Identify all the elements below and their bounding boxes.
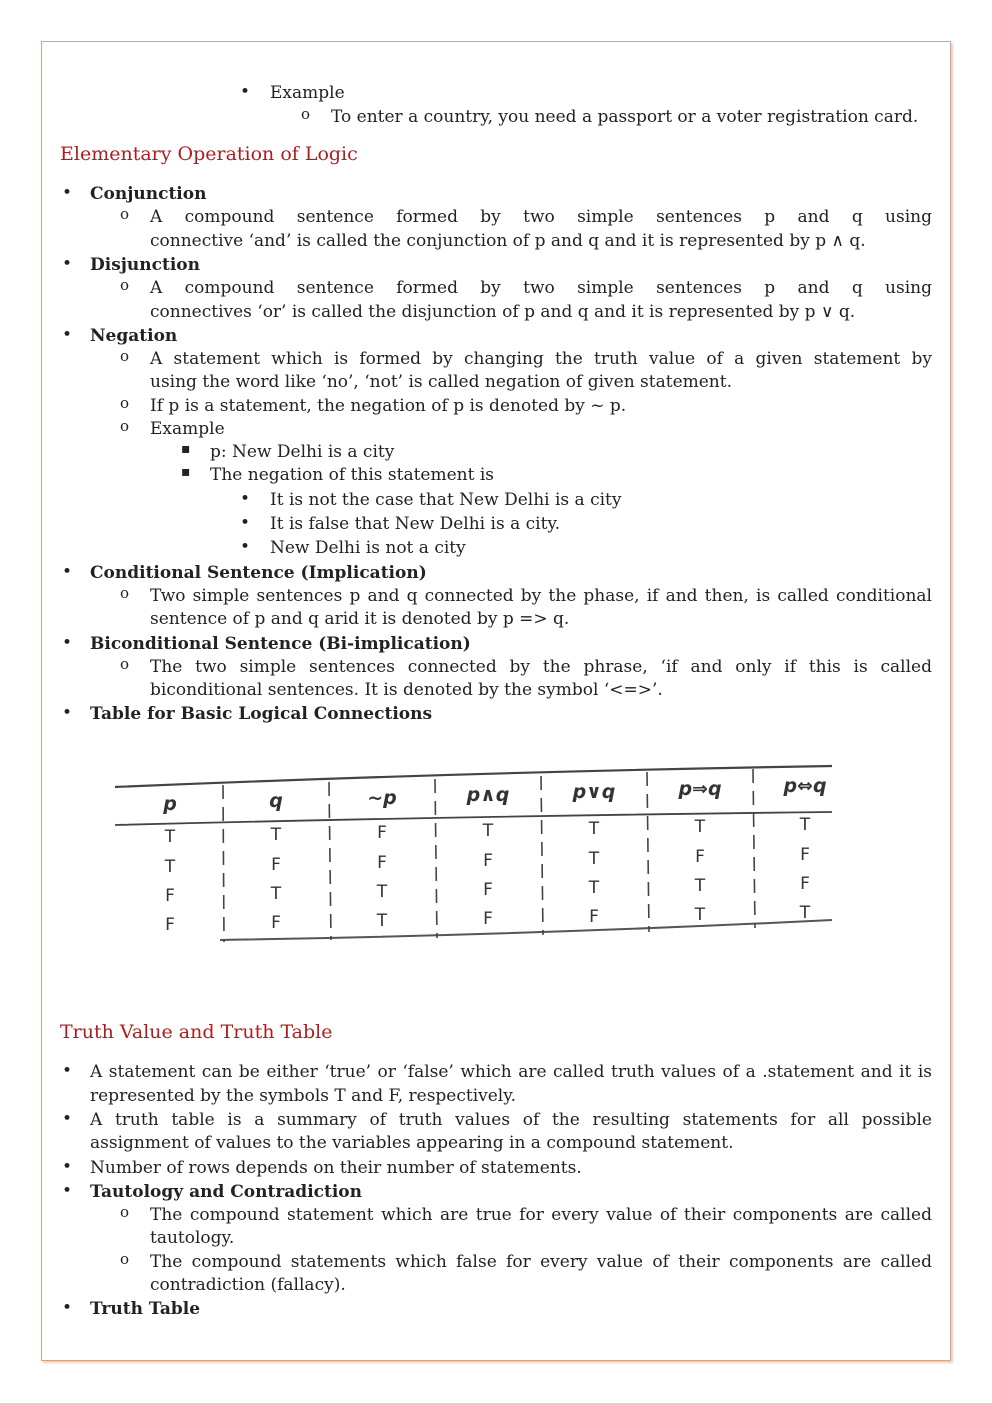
truth-value-line-2: represented by the symbols T and F, respectively. — [90, 1086, 516, 1106]
table-cell: F — [271, 913, 281, 933]
table-cell: F — [271, 855, 281, 875]
tautology-line-1: The compound statement which are true for every value of their components are called — [150, 1205, 932, 1225]
table-cell: T — [588, 849, 600, 869]
negation-form-2: It is false that New Delhi is a city. — [270, 514, 561, 534]
contradiction-line-1: The compound statements which false for every value of their components are called — [150, 1252, 932, 1272]
table-cell: T — [799, 815, 811, 835]
table-cell: F — [800, 845, 810, 865]
table-cell: T — [694, 905, 706, 925]
table-header-cell: p — [163, 793, 177, 815]
conditional-title: Conditional Sentence (Implication) — [90, 563, 427, 583]
table-cell: F — [695, 847, 705, 867]
truth-table-title: Truth Table — [90, 1299, 201, 1319]
disjunction-title: Disjunction — [90, 255, 201, 275]
table-title: Table for Basic Logical Connections — [90, 704, 433, 724]
negation-example-2: The negation of this statement is — [210, 465, 495, 485]
conjunction-line-2: connective ‘and’ is called the conjunction of p and q and it is represented by p ∧ q. — [150, 231, 866, 251]
truth-table-def-line-2: assignment of values to the variables appearing in a compound statement. — [90, 1133, 734, 1153]
table-cell: F — [483, 909, 493, 929]
table-cell: F — [589, 907, 599, 927]
table-header-cell: ~p — [367, 787, 397, 809]
truth-value-line-1: A statement can be either ‘true’ or ‘false’ which are called truth values of a .statement and it is — [90, 1062, 932, 1082]
negation-line-2: using the word like ‘no’, ‘not’ is called negation of given statement. — [150, 372, 732, 392]
table-cell: T — [376, 882, 388, 902]
biconditional-title: Biconditional Sentence (Bi-implication) — [90, 634, 471, 654]
table-cell: T — [164, 857, 176, 877]
intro-example-text: To enter a country, you need a passport or a voter registration card. — [331, 107, 919, 127]
section-heading-elementary-operation: Elementary Operation of Logic — [60, 143, 358, 165]
negation-example-label: Example — [150, 419, 225, 439]
table-header-cell: p∨q — [572, 781, 616, 803]
negation-title: Negation — [90, 326, 178, 346]
table-cell: T — [588, 878, 600, 898]
intro-example-label: Example — [270, 83, 345, 103]
rows-note: Number of rows depends on their number of statements. — [90, 1158, 582, 1178]
table-cell: F — [483, 880, 493, 900]
conjunction-line-1: A compound sentence formed by two simple sentences p and q using — [150, 207, 932, 227]
tautology-title: Tautology and Contradiction — [90, 1182, 363, 1202]
tautology-line-2: tautology. — [150, 1228, 235, 1248]
conditional-line-1: Two simple sentences p and q connected by the phase, if and then, is called conditional — [150, 586, 932, 606]
table-cell: T — [588, 819, 600, 839]
table-cell: T — [694, 817, 706, 837]
table-cell: T — [694, 876, 706, 896]
table-cell: T — [482, 821, 494, 841]
negation-example-1: p: New Delhi is a city — [210, 442, 395, 462]
table-cell: F — [483, 851, 493, 871]
table-cell: F — [800, 874, 810, 894]
table-cell: T — [164, 827, 176, 847]
biconditional-line-2: biconditional sentences. It is denoted by the symbol ‘<=>’. — [150, 680, 663, 700]
table-cell: T — [270, 825, 282, 845]
table-cell: T — [270, 884, 282, 904]
table-header-cell: p∧q — [466, 784, 510, 806]
table-header-cell: p⇔q — [783, 775, 827, 797]
disjunction-line-1: A compound sentence formed by two simple sentences p and q using — [150, 278, 932, 298]
conditional-line-2: sentence of p and q arid it is denoted by p => q. — [150, 609, 570, 629]
negation-form-1: It is not the case that New Delhi is a city — [270, 490, 622, 510]
section-heading-truth-value: Truth Value and Truth Table — [60, 1021, 333, 1043]
negation-form-3: New Delhi is not a city — [270, 538, 466, 558]
truth-table-def-line-1: A truth table is a summary of truth values of the resulting statements for all possible — [90, 1110, 932, 1130]
conjunction-title: Conjunction — [90, 184, 207, 204]
table-header-cell: p⇒q — [678, 778, 722, 800]
table-cell: F — [165, 886, 175, 906]
contradiction-line-2: contradiction (fallacy). — [150, 1275, 346, 1295]
table-cell: F — [377, 823, 387, 843]
table-header-cell: q — [269, 790, 283, 812]
negation-line-1: A statement which is formed by changing the truth value of a given statement by — [150, 349, 932, 369]
biconditional-line-1: The two simple sentences connected by the phrase, ‘if and only if this is called — [150, 657, 932, 677]
table-cell: F — [377, 853, 387, 873]
disjunction-line-2: connectives ‘or’ is called the disjunction of p and q and it is represented by p ∨ q. — [150, 302, 856, 322]
table-cell: F — [165, 915, 175, 935]
table-cell: T — [799, 903, 811, 923]
negation-line-3: If p is a statement, the negation of p is denoted by ~ p. — [150, 396, 627, 416]
table-cell: T — [376, 911, 388, 931]
logical-connections-table — [110, 760, 840, 950]
